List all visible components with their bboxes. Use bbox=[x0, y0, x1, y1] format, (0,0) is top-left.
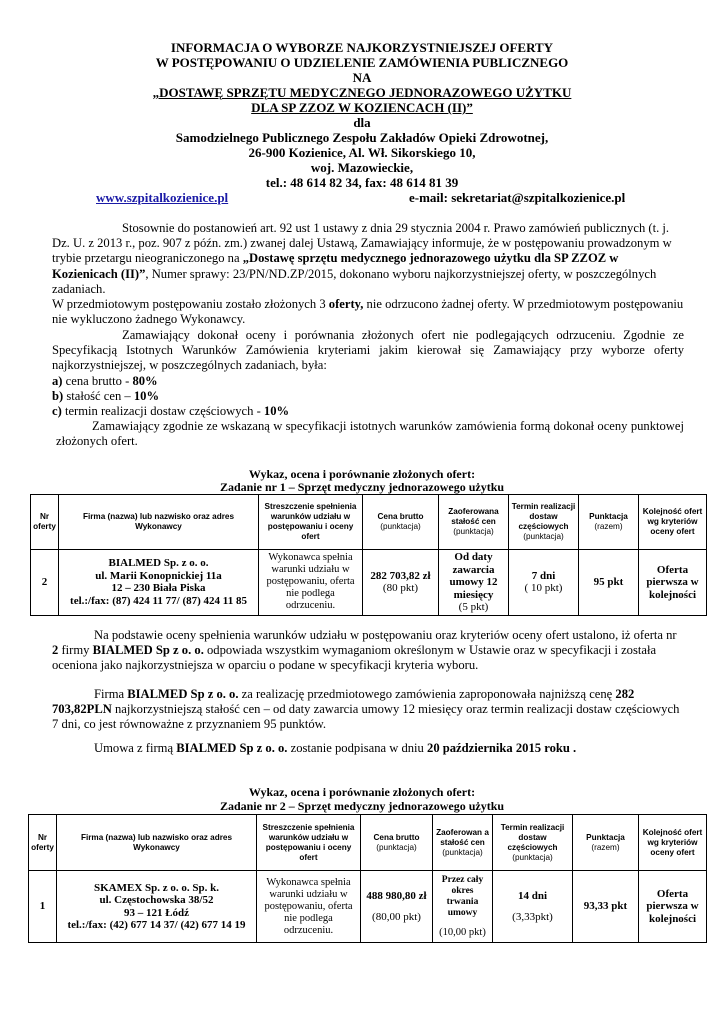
summary-s2-price: 282 703,82PLN bbox=[52, 687, 635, 717]
contractor-city: 12 – 230 Biała Piska bbox=[111, 582, 206, 595]
criterion-c-value: 10% bbox=[263, 404, 290, 418]
delivery-term-cell bbox=[493, 871, 573, 943]
header-streszczenie: Streszczenie spełnienia warunków udziału w postępowaniu i oceny ofert bbox=[259, 495, 363, 550]
intro-p1-rest: , Numer sprawy: 23/PN/ND.ZP/2015, dokonano wyboru najkorzystniejszej oferty, w poszczególnych zadaniach. bbox=[52, 266, 657, 296]
task2-caption-2: Zadanie nr 2 – Sprzęt medyczny jednorazowego użytku bbox=[219, 799, 505, 813]
header-punktacja-label: Punktacja bbox=[586, 832, 625, 842]
intro-paragraph-1 bbox=[52, 221, 684, 297]
summary-s2-firm: BIALMED Sp z o. o. bbox=[127, 687, 239, 701]
header-termin bbox=[493, 815, 573, 871]
criterion-a bbox=[52, 374, 684, 389]
criterion-c-label: c) bbox=[52, 404, 62, 418]
title-line-4: „DOSTAWĘ SPRZĘTU MEDYCZNEGO JEDNORAZOWEGO UŻYTKU bbox=[152, 85, 572, 100]
header-punktacja-label: Punktacja bbox=[589, 512, 628, 521]
header-firma: Firma (nazwa) lub nazwisko oraz adres Wykonawcy bbox=[59, 495, 259, 550]
contractor-name: BIALMED Sp. z o. o. bbox=[108, 557, 209, 570]
header-cena-label: Cena brutto bbox=[377, 512, 424, 521]
header-termin-sub: (punktacja) bbox=[523, 532, 564, 541]
summary-s1-text: Na podstawie oceny spełnienia warunków udziału w postępowaniu oraz kryteriów oceny ofert ustalono, iż oferta nr bbox=[94, 628, 677, 642]
header-kolejnosc: Kolejność ofert wg kryteriów oceny ofert bbox=[639, 495, 707, 550]
summary-s3-mid: zostanie podpisana w dniu bbox=[287, 741, 428, 755]
price-stability-cell bbox=[439, 550, 509, 616]
header-punktacja bbox=[579, 495, 639, 550]
summary-s2-rest: najkorzystniejszą stałość cen – od daty zawarcia umowy 12 miesięcy oraz termin realizacji dostaw częściowych 7 dni, co jest równoważne z przyznaniem 95 punktów. bbox=[52, 702, 680, 732]
task1-table bbox=[30, 494, 707, 616]
header-punktacja-sub: (razem) bbox=[594, 522, 623, 531]
header-cena bbox=[363, 495, 439, 550]
title-line-1: INFORMACJA O WYBORZE NAJKORZYSTNIEJSZEJ OFERTY bbox=[170, 40, 554, 55]
task1-caption-2: Zadanie nr 1 – Sprzęt medyczny jednorazowego użytku bbox=[219, 480, 505, 494]
task1-caption-1: Wykaz, ocena i porównanie złożonych ofert: bbox=[248, 467, 476, 481]
header-firma: Firma (nazwa) lub nazwisko oraz adres Wykonawcy bbox=[57, 815, 257, 871]
summary-s1-firm-label: firmy bbox=[58, 643, 93, 658]
summary-s2-mid: za realizację przedmiotowego zamówienia zaproponowała najniższą cenę bbox=[238, 687, 616, 701]
header-termin-label: Termin realizacji dostaw częściowych bbox=[500, 822, 565, 852]
criterion-c-text: termin realizacji dostaw częściowych - bbox=[61, 404, 264, 418]
summary-paragraph-2 bbox=[52, 687, 682, 733]
offer-number: 2 bbox=[31, 550, 59, 616]
header-nr: Nr oferty bbox=[29, 815, 57, 871]
table-header-row bbox=[31, 495, 707, 550]
table-row bbox=[29, 871, 707, 943]
title-line-9: woj. Mazowieckie, bbox=[310, 160, 414, 175]
header-termin-label: Termin realizacji dostaw częściowych bbox=[511, 502, 576, 531]
price-value: 488 980,80 zł bbox=[366, 890, 427, 902]
header-streszczenie: Streszczenie spełnienia warunków udziału w postępowaniu i oceny ofert bbox=[257, 815, 361, 871]
contractor-phone: tel.:/fax: (42) 677 14 37/ (42) 677 14 19 bbox=[67, 919, 246, 931]
delivery-term-value: 7 dni bbox=[531, 569, 556, 582]
header-cena-label: Cena brutto bbox=[373, 832, 420, 842]
intro-p1-text: Stosownie do postanowień art. 92 ust 1 ustawy z dnia 29 stycznia 2004 r. Prawo zamówień publicznych (t. j. Dz. U. z 2013 r., poz. 907 z późn. zm.) zwanej dalej Ustawą, Zamawiający informuje, że w postępowaniu prowadzonym w trybie przetargu nieograniczonego na bbox=[52, 221, 672, 266]
summary-s3-firm: BIALMED Sp z o. o. bbox=[176, 741, 288, 755]
title-line-10: tel.: 48 614 82 34, fax: 48 614 81 39 bbox=[265, 175, 459, 190]
contractor bbox=[59, 550, 259, 616]
task2-caption-1: Wykaz, ocena i porównanie złożonych ofert: bbox=[248, 785, 476, 799]
contractor-city: 93 – 121 Łódź bbox=[123, 906, 190, 919]
contractor-street: ul. Marii Konopnickiej 11a bbox=[95, 569, 222, 582]
table-row bbox=[31, 550, 707, 616]
title-line-3: NA bbox=[352, 70, 372, 85]
contractor bbox=[57, 871, 257, 943]
title-line-2: W POSTĘPOWANIU O UDZIELENIE ZAMÓWIENIA PUBLICZNEGO bbox=[155, 55, 569, 70]
header-punktacja bbox=[573, 815, 639, 871]
header-cena-sub: (punktacja) bbox=[380, 522, 421, 531]
summary-s1-rest: odpowiada wszystkim wymaganiom określonym w Ustawie oraz w specyfikacji i została oceniona jako najkorzystniejsza w oparciu o podane w specyfikacji kryteria wyboru. bbox=[52, 643, 657, 673]
summary-s2-text: Firma bbox=[94, 687, 128, 701]
table-header-row bbox=[29, 815, 707, 871]
contractor-name: SKAMEX Sp. z o. o. Sp. k. bbox=[93, 881, 219, 894]
ranking: Oferta pierwsza w kolejności bbox=[639, 871, 707, 943]
intro-paragraph-2 bbox=[52, 297, 684, 327]
header-kolejnosc: Kolejność ofert wg kryteriów oceny ofert bbox=[639, 815, 707, 871]
price-stability-cell bbox=[433, 871, 493, 943]
intro-p2-rest: nie odrzucono żadnej oferty. W przedmiotowym postępowaniu nie wykluczono żadnego Wykonawcy. bbox=[52, 297, 684, 327]
email-text: e-mail: sekretariat@szpitalkozienice.pl bbox=[409, 190, 626, 205]
header-punktacja-sub: (razem) bbox=[591, 842, 620, 852]
intro-paragraph-3: Zamawiający dokonał oceny i porównania złożonych ofert nie podlegających odrzuceniu. Zgodnie ze Specyfikacją Istotnych Warunków Zamówienia kryteriami jakim kierował się Zamawiający przy wyborze oferty najkorzystniejszej, w poszczególnych zadaniach, była: bbox=[52, 328, 684, 373]
total-score: 95 pkt bbox=[579, 550, 639, 616]
delivery-term-points: ( 10 pkt) bbox=[524, 582, 563, 595]
header-stalosc bbox=[433, 815, 493, 871]
intro-p1-subject: „Dostawę sprzętu medycznego jednorazowego użytku dla SP ZZOZ w Kozienicach (II)” bbox=[52, 251, 619, 281]
criterion-b-text: stałość cen – bbox=[63, 389, 134, 403]
header-stalosc-label: Zaoferowan a stałość cen bbox=[436, 827, 489, 847]
header-stalosc bbox=[439, 495, 509, 550]
header-termin-sub: (punktacja) bbox=[512, 852, 553, 862]
header-stalosc-label: Zaoferowana stałość cen bbox=[448, 507, 499, 526]
criterion-c bbox=[52, 404, 684, 419]
header-stalosc-sub: (punktacja) bbox=[453, 527, 494, 536]
contractor-street: ul. Częstochowska 38/52 bbox=[99, 894, 214, 906]
price-stability-points: (10,00 pkt) bbox=[439, 927, 486, 938]
title-line-8: 26-900 Kozienice, Al. Wł. Sikorskiego 10, bbox=[248, 145, 476, 160]
intro-p2-bold: oferty, bbox=[328, 297, 364, 311]
criterion-a-text: cena brutto - bbox=[62, 374, 133, 388]
delivery-term-points: (3,33pkt) bbox=[512, 910, 553, 923]
price-points: (80 pkt) bbox=[382, 582, 419, 595]
price-value: 282 703,82 zł bbox=[370, 569, 431, 582]
eligibility-summary: Wykonawca spełnia warunki udziału w postępowaniu, oferta nie podlega odrzuceniu. bbox=[259, 550, 363, 616]
summary-s3-date: 20 października 2015 roku . bbox=[427, 741, 577, 755]
price-cell bbox=[361, 871, 433, 943]
ranking: Oferta pierwsza w kolejności bbox=[639, 550, 707, 616]
task2-table bbox=[28, 814, 707, 943]
offer-number: 1 bbox=[29, 871, 57, 943]
title-line-6: dla bbox=[353, 115, 371, 130]
total-score: 93,33 pkt bbox=[573, 871, 639, 943]
summary-s1-firm: BIALMED Sp z o. o. bbox=[92, 643, 204, 658]
criterion-a-value: 80% bbox=[132, 374, 158, 388]
header-nr: Nr oferty bbox=[31, 495, 59, 550]
contractor-phone: tel.:/fax: (87) 424 11 77/ (87) 424 11 85 bbox=[70, 594, 247, 607]
price-stability-value: Przez cały okres trwania umowy bbox=[441, 875, 484, 918]
criterion-b-value: 10% bbox=[133, 389, 160, 403]
website-link[interactable]: www.szpitalkozienice.pl bbox=[96, 190, 229, 205]
summary-paragraph-3 bbox=[52, 741, 682, 756]
price-stability-points: (5 pkt) bbox=[458, 601, 489, 613]
summary-s1-number: 2 bbox=[52, 643, 59, 658]
header-cena bbox=[361, 815, 433, 871]
criterion-b-label: b) bbox=[52, 389, 64, 403]
summary-s3-text: Umowa z firmą bbox=[94, 741, 177, 755]
eligibility-summary: Wykonawca spełnia warunki udziału w postępowaniu, oferta nie podlega odrzuceniu. bbox=[257, 871, 361, 943]
header-cena-sub: (punktacja) bbox=[376, 842, 417, 852]
title-line-5: DLA SP ZZOZ W KOZIENCACH (II)” bbox=[251, 100, 473, 115]
price-points: (80,00 pkt) bbox=[372, 910, 421, 923]
delivery-term-value: 14 dni bbox=[517, 890, 548, 902]
price-stability-value: Od daty zawarcia umowy 12 miesięcy bbox=[449, 551, 498, 601]
header-termin bbox=[509, 495, 579, 550]
criterion-a-label: a) bbox=[52, 374, 63, 388]
header-stalosc-sub: (punktacja) bbox=[442, 847, 483, 857]
price-cell bbox=[363, 550, 439, 616]
criterion-b bbox=[52, 389, 684, 404]
title-line-7: Samodzielnego Publicznego Zespołu Zakładów Opieki Zdrowotnej, bbox=[175, 130, 549, 145]
summary-paragraph-1 bbox=[52, 628, 682, 674]
delivery-term-cell bbox=[509, 550, 579, 616]
intro-paragraph-4: Zamawiający zgodnie ze wskazaną w specyfikacji istotnych warunków zamówienia formą dokonał oceny punktowej złożonych ofert. bbox=[56, 419, 684, 449]
intro-p2-text: W przedmiotowym postępowaniu zostało złożonych 3 bbox=[52, 297, 329, 311]
